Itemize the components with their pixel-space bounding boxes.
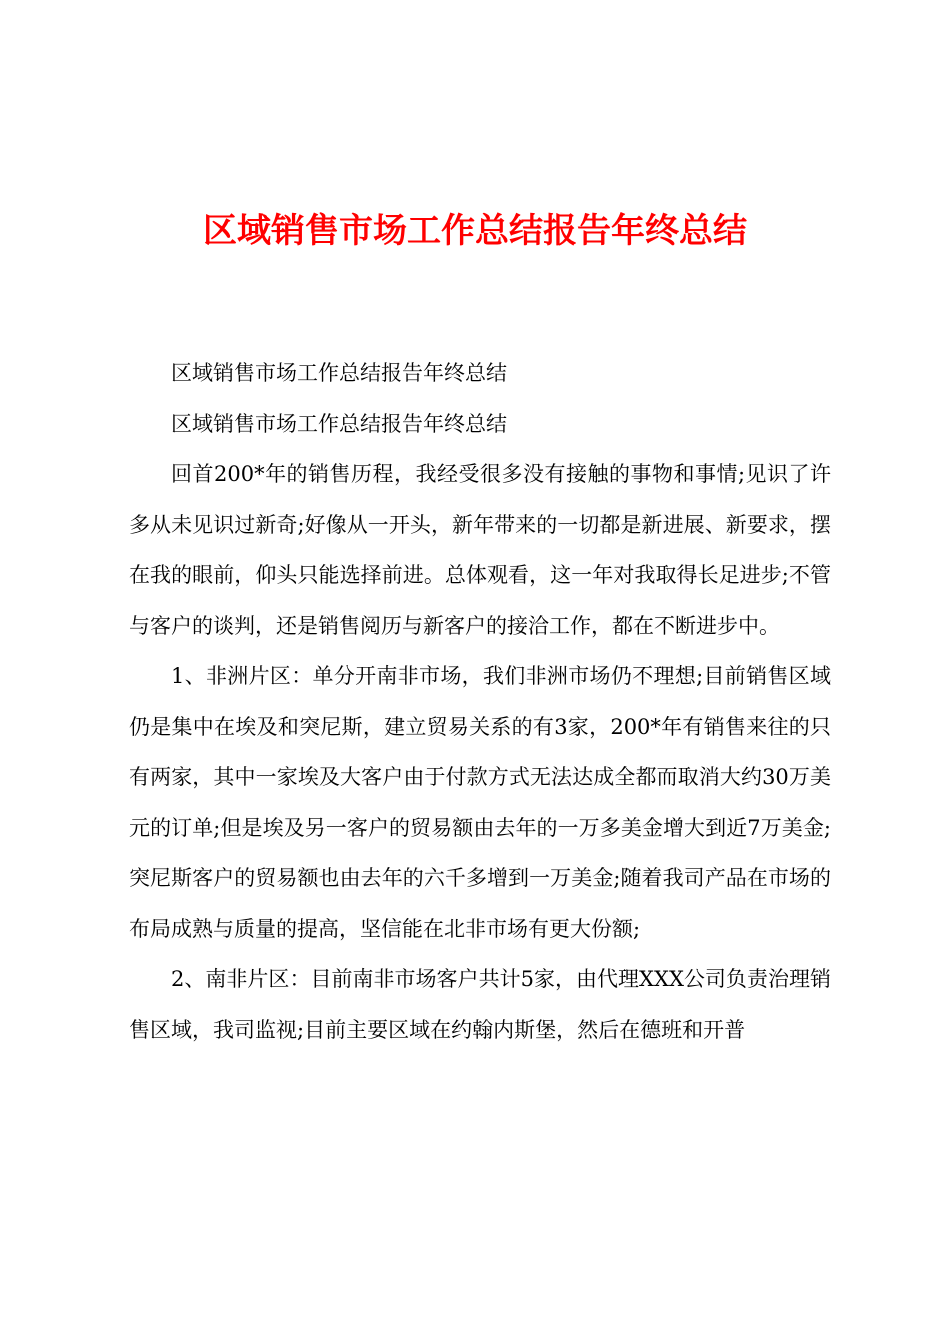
paragraph-intro: 回首200*年的销售历程，我经受很多没有接触的事物和事情;见识了许多从未见识过新奇;好像从一开头，新年带来的一切都是新进展、新要求，摆在我的眼前，仰头只能选择前进。总体观看，这一年对我取得长足进步;不管与客户的谈判，还是销售阅历与新客户的接洽工作，都在不断进步中。: [129, 462, 831, 638]
paragraph-subtitle-2: 区域销售市场工作总结报告年终总结: [171, 411, 507, 436]
document-title: 区域销售市场工作总结报告年终总结: [203, 211, 747, 251]
document-body: [129, 348, 831, 1055]
paragraph-africa-region: 1、非洲片区：单分开南非市场，我们非洲市场仍不理想;目前销售区域仍是集中在埃及和突尼斯，建立贸易关系的有3家，200*年有销售来往的只有两家，其中一家埃及大客户由于付款方式无法达成全都而取消大约30万美元的订单;但是埃及另一客户的贸易额由去年的一万多美金增大到近7万美金;突尼斯客户的贸易额也由去年的六千多增到一万美金;随着我司产品在市场的布局成熟与质量的提高，坚信能在北非市场有更大份额;: [129, 664, 831, 941]
paragraph-subtitle-1: 区域销售市场工作总结报告年终总结: [171, 361, 507, 385]
paragraph-south-africa-region: 2、南非片区：目前南非市场客户共计5家，由代理XXX公司负责治理销售区域，我司监视;目前主要区域在约翰内斯堡，然后在德班和开普: [129, 967, 831, 1042]
